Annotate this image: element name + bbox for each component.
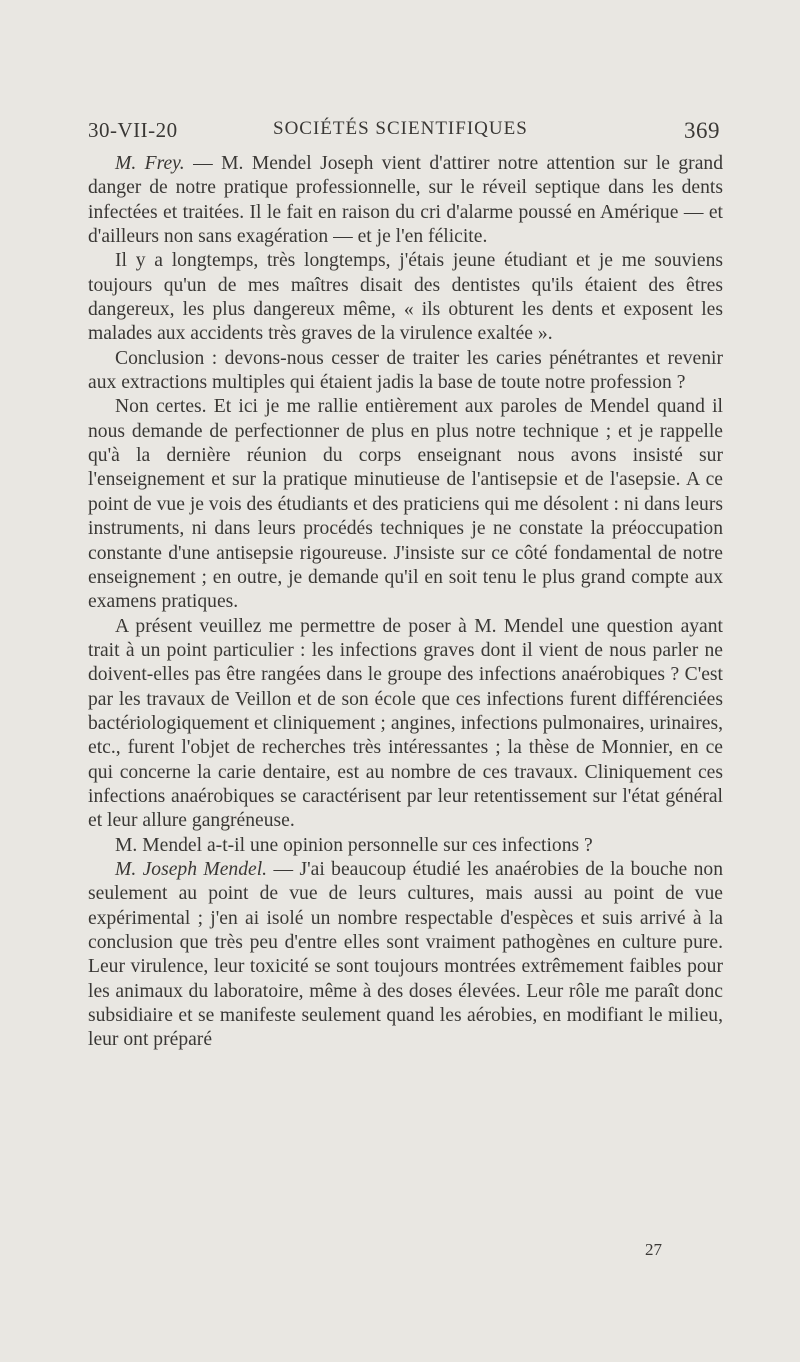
paragraph (88, 347, 723, 396)
page-number: 369 (684, 118, 720, 143)
body-text (88, 152, 723, 1053)
signature-mark: 27 (645, 1240, 662, 1259)
paragraph (88, 834, 723, 858)
paragraph-text: Non certes. Et ici je me rallie entièrement aux paroles de Mendel quand il nous demande de perfectionner de plus en plus notre technique ; et je rappelle qu'à la dernière réunion du corps enseignant nous avons insisté sur l'enseignement et sur la pratique minutieuse de l'antisepsie et de l'asepsie. A ce point de vue je vois des étudiants et des praticiens qui me désolent : ni dans leurs instruments, ni dans leurs procédés techniques je ne constate la préoccupation constante d'une antisepsie rigoureuse. J'insiste sur ce côté fondamental de notre enseignement ; en outre, je demande qu'il en soit tenu le plus grand compte aux examens pratiques. (88, 396, 723, 613)
paragraph-text: — M. Mendel Joseph vient d'attirer notre attention sur le grand danger de notre pratique professionnelle, sur le réveil septique dans les dents infectées et traitées. Il le fait en raison du cri d'alarme poussé en Amérique — et d'ailleurs non sans exagération — et je l'en félicite. (88, 153, 723, 248)
paragraph-text: M. Mendel a-t-il une opinion personnelle sur ces infections ? (115, 834, 593, 856)
header-title: SOCIÉTÉS SCIENTIFIQUES (273, 118, 528, 139)
paragraph-text: A présent veuillez me permettre de poser à M. Mendel une question ayant trait à un point particulier : les infections graves dont il vient de nous parler ne doivent-elles pas être rangées dans le groupe des infections anaérobiques ? C'est par les travaux de Veillon et de son école que ces infections furent différenciées bactériologiquement et cliniquement ; angines, infections pulmonaires, urinaires, etc., furent l'objet de recherches très intéressantes ; la thèse de Monnier, en ce qui concerne la carie dentaire, est au nombre de ces travaux. Cliniquement ces infections anaérobiques se caractérisent par leur retentissement sur l'état général et leur allure gangréneuse. (88, 615, 723, 832)
paragraph-text: — J'ai beaucoup étudié les anaérobies de la bouche non seulement au point de vue de leurs cultures, mais aussi au point de vue expérimental ; j'en ai isolé un nombre respectable d'espèces et suis arrivé à la conclusion que très peu d'entre elles sont vraiment pathogènes en culture pure. Leur virulence, leur toxicité se sont toujours montrées extrêmement faibles pour les animaux du laboratoire, même à des doses élevées. Leur rôle me paraît donc subsidiaire et se manifeste seulement quand les aérobies, en modifiant le milieu, leur ont préparé (88, 858, 724, 1051)
paragraph-text: Conclusion : devons-nous cesser de traiter les caries pénétrantes et revenir aux extractions multiples qui étaient jadis la base de toute notre profession ? (88, 347, 723, 394)
paragraph (88, 249, 723, 346)
paragraph (88, 858, 723, 1053)
paragraph (88, 395, 723, 614)
paragraph (88, 615, 723, 834)
speaker-name: M. Frey. (115, 153, 185, 174)
paragraph-text: Il y a longtemps, très longtemps, j'étais jeune étudiant et je me souviens toujours qu'un de mes maîtres disait des dentistes qu'ils étaient des êtres dangereux, les plus dangereux même, « ils obturent les dents et exposent les malades aux accidents très graves de la virulence exaltée ». (88, 250, 723, 345)
header-date: 30-VII-20 (88, 118, 178, 142)
paragraph (88, 152, 723, 249)
speaker-name: M. Joseph Mendel. (115, 858, 268, 880)
running-header (88, 118, 720, 148)
